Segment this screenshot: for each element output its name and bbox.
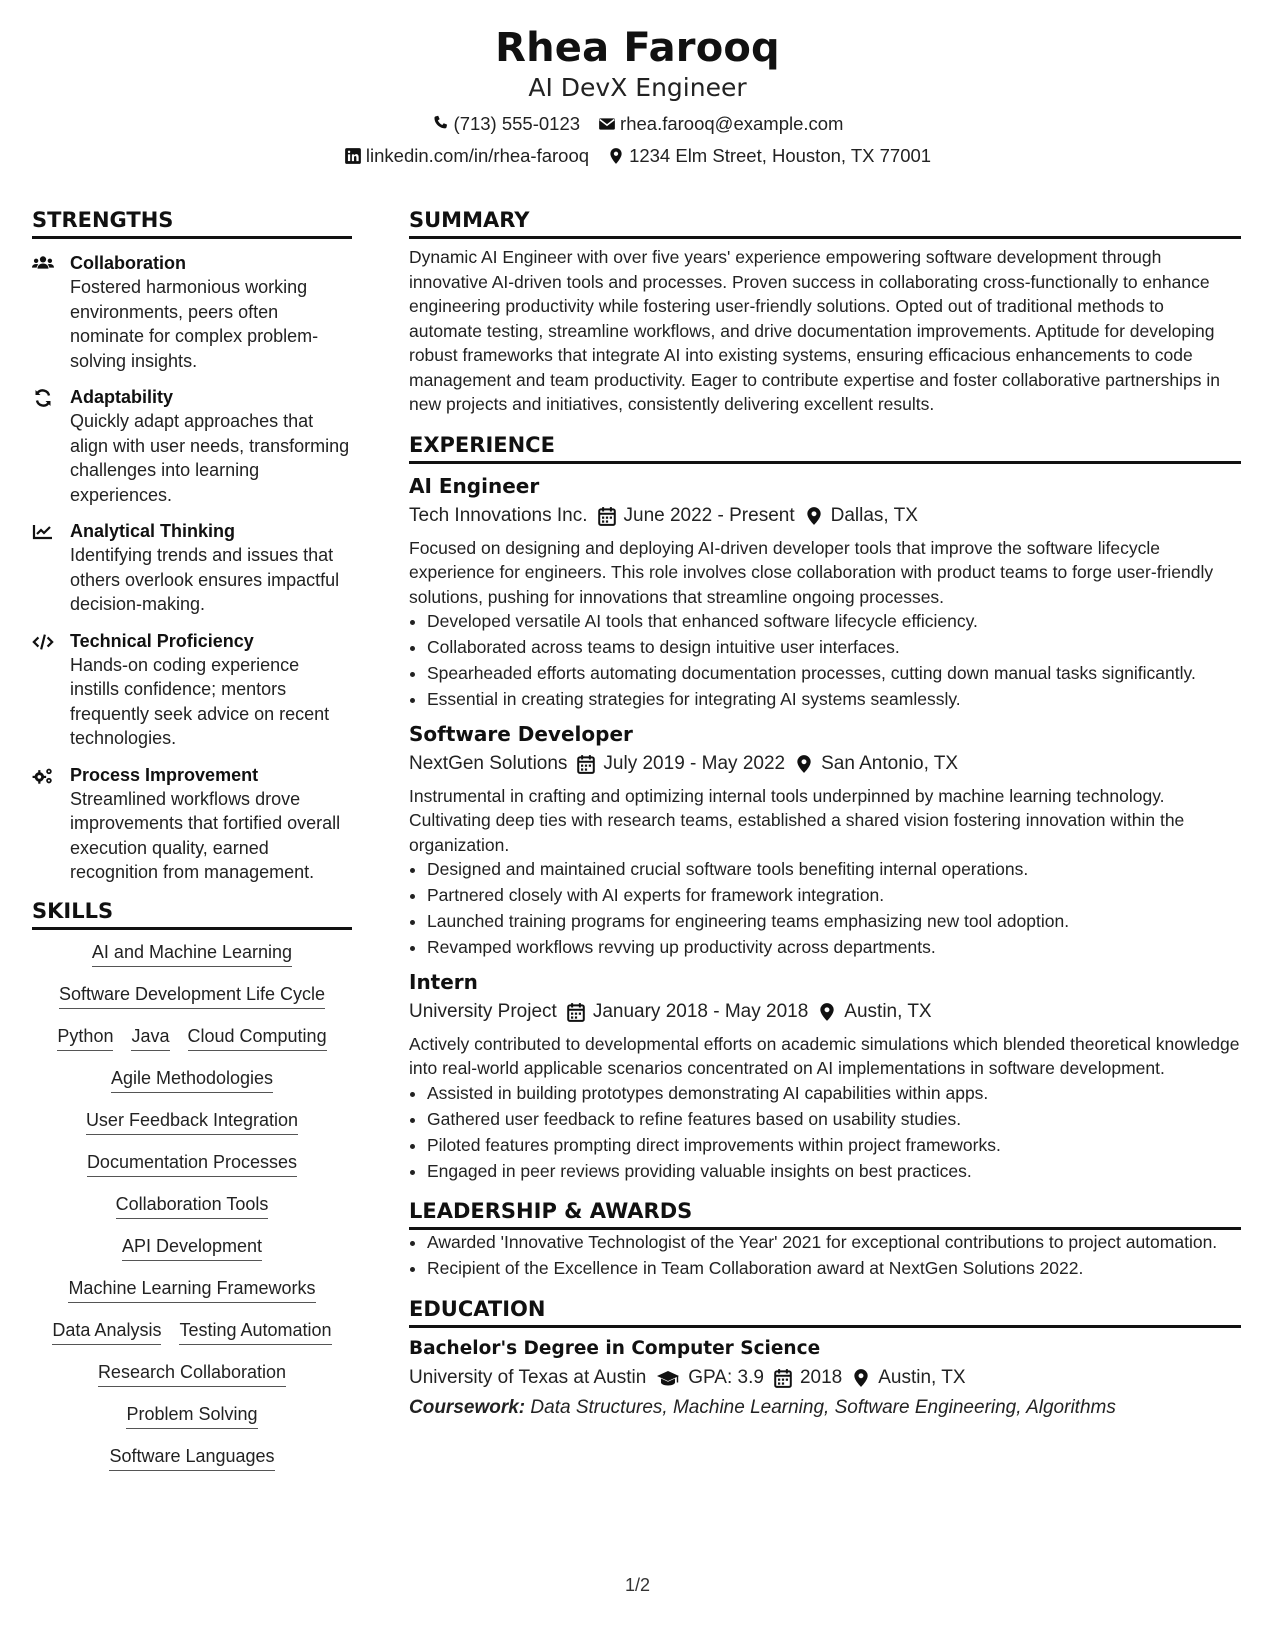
- job-bullets: [409, 1081, 1241, 1184]
- strength-title: Collaboration: [70, 253, 186, 273]
- chart-line-icon: [32, 519, 70, 617]
- bullet-item: • Developed versatile AI tools that enhanced software lifecycle efficiency.: [427, 609, 1241, 634]
- skill-row: [32, 1150, 352, 1177]
- skill-row: [32, 1360, 352, 1387]
- job-company: Tech Innovations Inc.: [409, 504, 588, 526]
- job-dates: [598, 502, 795, 530]
- job-description: Actively contributed to developmental efforts on academic simulations which blended theoretical knowledge into real-world applicable scenarios concentrated on AI implementations in software development.: [409, 1033, 1240, 1078]
- awards-section: [409, 1197, 1241, 1281]
- job-entry: [409, 720, 1241, 960]
- email-text: rhea.farooq@example.com: [620, 113, 844, 134]
- strength-title: Process Improvement: [70, 764, 259, 785]
- sync-icon: [32, 385, 70, 507]
- strengths-list: [32, 251, 352, 885]
- job-dates-text: July 2019 - May 2022: [603, 752, 786, 774]
- skill-row: [32, 1276, 352, 1303]
- calendar-icon: [577, 754, 595, 774]
- envelope-icon: [598, 115, 616, 133]
- education-gpa: [656, 1364, 764, 1392]
- contact-phone[interactable]: [432, 112, 581, 136]
- summary-text: Dynamic AI Engineer with over five years' experience empowering software development through innovative AI-driven tools and processes. Proven success in collaborating cross-functionally to enhance engineering productivity while fostering user-friendly solutions. Opted out of traditional methods to automate testing, streamline workflows, and drive documentation improvements. Aptitude for developing robust frameworks that integrate AI into existing systems, ensuring efficacious enhancements to code management and team productivity. Eager to contribute expertise and foster collaborative partnerships in new projects and initiatives, consistently delivering excellent results.: [409, 247, 1220, 414]
- strength-desc: Identifying trends and issues that others overlook ensures impactful decision-making.: [70, 545, 340, 614]
- coursework-text: Data Structures, Machine Learning, Software Engineering, Algorithms: [530, 1396, 1116, 1418]
- calendar-icon: [774, 1368, 792, 1388]
- skill-tag: User Feedback Integration: [86, 1108, 298, 1135]
- job-location: [805, 502, 918, 530]
- cogs-icon: [32, 763, 70, 885]
- strength-desc: Fostered harmonious working environments, peers often nominate for complex problem-solving insights.: [70, 277, 319, 371]
- education-meta: [409, 1364, 1241, 1392]
- education-year-text: 2018: [799, 1366, 843, 1388]
- education-degree: Bachelor's Degree in Computer Science: [409, 1337, 821, 1359]
- map-marker-icon: [607, 147, 625, 165]
- skill-tag: Documentation Processes: [87, 1150, 297, 1177]
- strength-desc: Hands-on coding experience instills confidence; mentors frequently seek advice on recent technologies.: [70, 654, 330, 748]
- experience-heading: EXPERIENCE: [409, 431, 1241, 464]
- skill-row: [32, 1234, 352, 1261]
- education-location-text: Austin, TX: [878, 1366, 966, 1388]
- skill-row: [32, 1066, 352, 1093]
- education-location: [852, 1364, 965, 1392]
- skills-list: [32, 940, 352, 1471]
- experience-section: [409, 431, 1241, 1184]
- skill-tag: Cloud Computing: [188, 1024, 327, 1051]
- bullet-item: • Assisted in building prototypes demonstrating AI capabilities within apps.: [427, 1081, 1241, 1106]
- contact-address: [607, 144, 931, 168]
- skill-tag: Software Development Life Cycle: [59, 982, 325, 1009]
- skill-tag: Java: [131, 1024, 169, 1051]
- map-marker-icon: [805, 506, 823, 526]
- skill-row: [32, 1318, 352, 1345]
- skill-row: [32, 1402, 352, 1429]
- job-description: Focused on designing and deploying AI-driven developer tools that improve the software lifecycle experience for engineers. This role involves close collaboration with product teams to forge user-friendly solutions, pushing for innovations that streamline ongoing processes.: [409, 537, 1214, 607]
- job-bullets: [409, 609, 1241, 712]
- skill-tag: Machine Learning Frameworks: [68, 1276, 315, 1303]
- skill-tag: Software Languages: [109, 1444, 274, 1471]
- contact-email[interactable]: [598, 112, 843, 136]
- strengths-heading: STRENGTHS: [32, 206, 352, 239]
- page-number: 1/2: [624, 1575, 651, 1595]
- award-item: • Recipient of the Excellence in Team Collaboration award at NextGen Solutions 2022.: [427, 1256, 1241, 1281]
- bullet-item: • Engaged in peer reviews providing valuable insights on best practices.: [427, 1159, 1241, 1184]
- strength-item: [32, 763, 352, 885]
- strength-desc: Quickly adapt approaches that align with user needs, transforming challenges into learning experiences.: [70, 411, 350, 505]
- contact-row-1: [0, 112, 1275, 136]
- linkedin-text: linkedin.com/in/rhea-farooq: [365, 145, 590, 166]
- bullet-item: • Essential in creating strategies for integrating AI systems seamlessly.: [427, 687, 1241, 712]
- strength-item: [32, 629, 352, 751]
- job-location-text: Dallas, TX: [830, 504, 918, 526]
- job-dates-text: January 2018 - May 2018: [592, 1000, 809, 1022]
- job-entry: [409, 968, 1241, 1184]
- contact-row-2: [0, 144, 1275, 168]
- job-dates: [577, 750, 785, 778]
- bullet-item: • Gathered user feedback to refine features based on usability studies.: [427, 1107, 1241, 1132]
- bullet-item: • Revamped workflows revving up productivity across departments.: [427, 935, 1241, 960]
- education-heading: EDUCATION: [409, 1295, 1241, 1328]
- bullet-item: • Partnered closely with AI experts for framework integration.: [427, 883, 1241, 908]
- job-meta: [409, 750, 1241, 778]
- address-text: 1234 Elm Street, Houston, TX 77001: [629, 145, 932, 166]
- job-title: AI Engineer: [409, 473, 540, 498]
- skill-row: [32, 1444, 352, 1471]
- contact-linkedin[interactable]: [344, 144, 589, 168]
- phone-icon: [432, 115, 450, 133]
- candidate-name: Rhea Farooq: [495, 25, 780, 71]
- calendar-icon: [567, 1002, 585, 1022]
- job-location-text: San Antonio, TX: [821, 752, 959, 774]
- job-location: [818, 998, 931, 1026]
- users-icon: [32, 251, 70, 373]
- job-company: University Project: [409, 1000, 557, 1022]
- skill-tag: Collaboration Tools: [116, 1192, 269, 1219]
- strength-title: Technical Proficiency: [70, 630, 254, 651]
- map-marker-icon: [818, 1002, 836, 1022]
- map-marker-icon: [795, 754, 813, 774]
- bullet-item: • Spearheaded efforts automating documentation processes, cutting down manual tasks significantly.: [427, 661, 1241, 686]
- skills-heading: SKILLS: [32, 897, 352, 930]
- skill-row: [32, 1024, 352, 1051]
- candidate-title: AI DevX Engineer: [528, 73, 747, 102]
- skill-tag: Research Collaboration: [98, 1360, 286, 1387]
- skill-tag: Problem Solving: [126, 1402, 257, 1429]
- awards-list: [409, 1230, 1241, 1281]
- summary-heading: SUMMARY: [409, 206, 1241, 239]
- education-school: University of Texas at Austin: [409, 1366, 647, 1388]
- job-title: Intern: [409, 969, 478, 994]
- skill-row: [32, 940, 352, 967]
- phone-text: (713) 555-0123: [453, 113, 581, 134]
- resume-header: [0, 22, 1275, 168]
- bullet-item: • Designed and maintained crucial software tools benefiting internal operations.: [427, 857, 1241, 882]
- job-dates-text: June 2022 - Present: [623, 504, 795, 526]
- job-description: Instrumental in crafting and optimizing internal tools underpinned by machine learning technology. Cultivating deep ties with research teams, established a shared vision fostering innovation within the organization.: [409, 785, 1185, 855]
- job-meta: [409, 998, 1241, 1026]
- education-gpa-text: GPA: 3.9: [688, 1366, 764, 1388]
- job-location-text: Austin, TX: [844, 1000, 932, 1022]
- job-company: NextGen Solutions: [409, 752, 568, 774]
- awards-heading: LEADERSHIP & AWARDS: [409, 1197, 1241, 1230]
- coursework: [409, 1394, 1241, 1422]
- strength-title: Analytical Thinking: [70, 521, 236, 541]
- job-bullets: [409, 857, 1241, 960]
- calendar-icon: [598, 506, 616, 526]
- bullet-item: • Collaborated across teams to design intuitive user interfaces.: [427, 635, 1241, 660]
- graduation-cap-icon: [656, 1368, 680, 1388]
- bullet-item: • Launched training programs for engineering teams emphasizing new tool adoption.: [427, 909, 1241, 934]
- skill-tag: AI and Machine Learning: [92, 940, 292, 967]
- skill-row: [32, 1108, 352, 1135]
- code-icon: [32, 629, 70, 751]
- right-column: [409, 206, 1241, 1422]
- job-location: [795, 750, 958, 778]
- strength-item: [32, 251, 352, 373]
- linkedin-icon: [344, 147, 362, 165]
- education-section: [409, 1295, 1241, 1422]
- bullet-item: • Piloted features prompting direct improvements within project frameworks.: [427, 1133, 1241, 1158]
- award-item: • Awarded 'Innovative Technologist of the Year' 2021 for exceptional contributions to project automation.: [427, 1230, 1241, 1255]
- job-title: Software Developer: [409, 721, 633, 746]
- education-year: [774, 1364, 842, 1392]
- coursework-label: Coursework:: [409, 1396, 526, 1418]
- job-dates: [567, 998, 808, 1026]
- left-column: [32, 206, 352, 1486]
- job-meta: [409, 502, 1241, 530]
- skill-tag: Data Analysis: [52, 1318, 161, 1345]
- strength-desc: Streamlined workflows drove improvements that fortified overall execution quality, earned recognition from management.: [70, 788, 341, 882]
- skill-tag: Agile Methodologies: [111, 1066, 273, 1093]
- strength-item: [32, 385, 352, 507]
- skill-row: [32, 982, 352, 1009]
- skill-row: [32, 1192, 352, 1219]
- map-marker-icon: [852, 1368, 870, 1388]
- strength-item: [32, 519, 352, 617]
- job-entry: [409, 472, 1241, 712]
- skill-tag: API Development: [122, 1234, 262, 1261]
- skill-tag: Testing Automation: [179, 1318, 331, 1345]
- skill-tag: Python: [57, 1024, 113, 1051]
- strength-title: Adaptability: [70, 387, 174, 407]
